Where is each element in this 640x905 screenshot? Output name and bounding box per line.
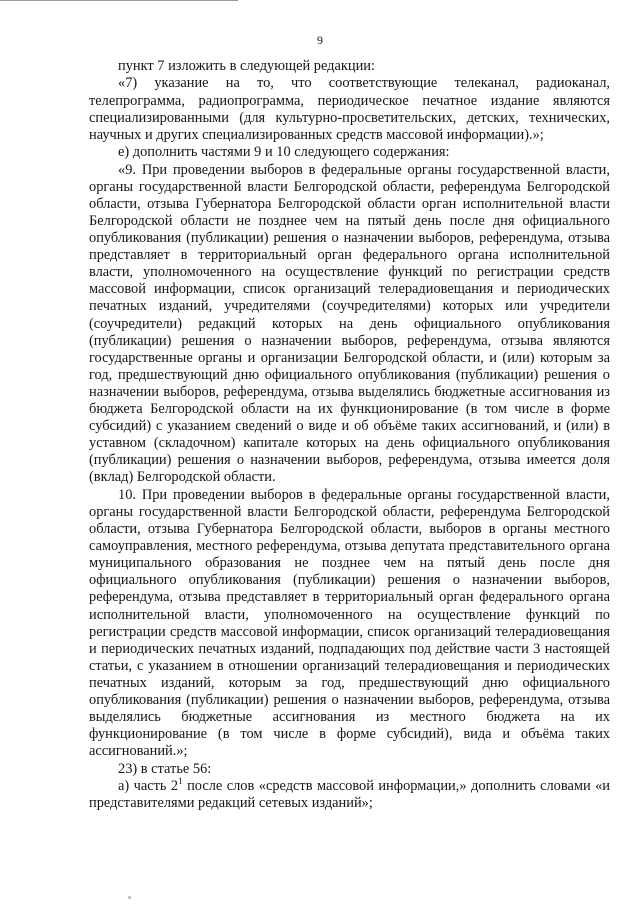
paragraph: «9. При проведении выборов в федеральные органы государственной власти, органы государственной власти Белгородской области, референдума Белгородской области, отзыва Губернатора Белгородской области орган исполнительной власти Белгородской области не позднее чем на пятый день после дня официального опубликования (публикации) решения о назначении выборов, референдума, отзыва представляет в территориальный орган федерального органа исполнительной власти, уполномоченного на осуществление функций по регистрации средств массовой информации, список организаций телерадиовещания и периодических печатных изданий, учредителями (соучредителями) которых или учредители (соучредители) редакций которых на день официального опубликования (публикации) решения о назначении выборов, референдума, отзыва являются государственные органы и организации Белгородской области, и (или) которым за год, предшествующий дню официального опубликования (публикации) решения о назначении выборов, референдума, отзыва выделялись бюджетные ассигнования из бюджета Белгородской области на их функционирование (в том числе в форме субсидий) с указанием сведений о виде и об объёме таких ассигнований, и (или) в уставном (складочном) капитале которых на день официального опубликования (публикации) решения о назначении выборов, референдума, отзыва имеется доля (вклад) Белгородской области.	[89, 161, 610, 486]
paragraph: 10. При проведении выборов в федеральные органы государственной власти, органы государственной власти Белгородской области, референдума Белгородской области, отзыва Губернатора Белгородской области, выборов в органы местного самоуправления, местного референдума, отзыва депутата представительного органа муниципального образования не позднее чем на пятый день после дня официального опубликования (публикации) решения о назначении выборов, референдума, отзыва представляет в территориальный орган федерального органа исполнительной власти, уполномоченного на осуществление функций по регистрации средств массовой информации, список организаций телерадиовещания и периодических печатных изданий, подпадающих под действие части 3 настоящей статьи, с указанием в отношении организаций телерадиовещания и периодических печатных изданий, которым за год, предшествующий дню официального опубликования (публикации) решения о назначении выборов, референдума, отзыва выделялись бюджетные ассигнования из местного бюджета на их функционирование (в том числе в форме субсидий), вида и объёма таких ассигнований.»;	[89, 486, 610, 760]
paragraph-text-end: после слов «средств массовой информации,» дополнить словами «и представителями редакций сетевых изданий»;	[89, 778, 611, 812]
document-body	[89, 58, 610, 812]
top-rule	[0, 0, 238, 1]
scan-dot	[128, 896, 131, 899]
paragraph-text-start: а) часть 2	[118, 778, 179, 795]
paragraph: 23) в статье 56:	[118, 760, 212, 777]
paragraph: пункт 7 изложить в следующей редакции:	[118, 58, 375, 74]
superscript-index: 1	[178, 776, 183, 787]
paragraph: «7) указание на то, что соответствующие телеканал, радиоканал, телепрограмма, радиопрограмма, периодическое печатное издание являются специализированными (для культурно-просветительских, детских, технических, научных и других специализированных средств массовой информации).»;	[89, 75, 610, 143]
paragraph: е) дополнить частями 9 и 10 следующего содержания:	[118, 144, 450, 161]
page-number: 9	[317, 33, 323, 47]
paragraph	[89, 778, 610, 812]
